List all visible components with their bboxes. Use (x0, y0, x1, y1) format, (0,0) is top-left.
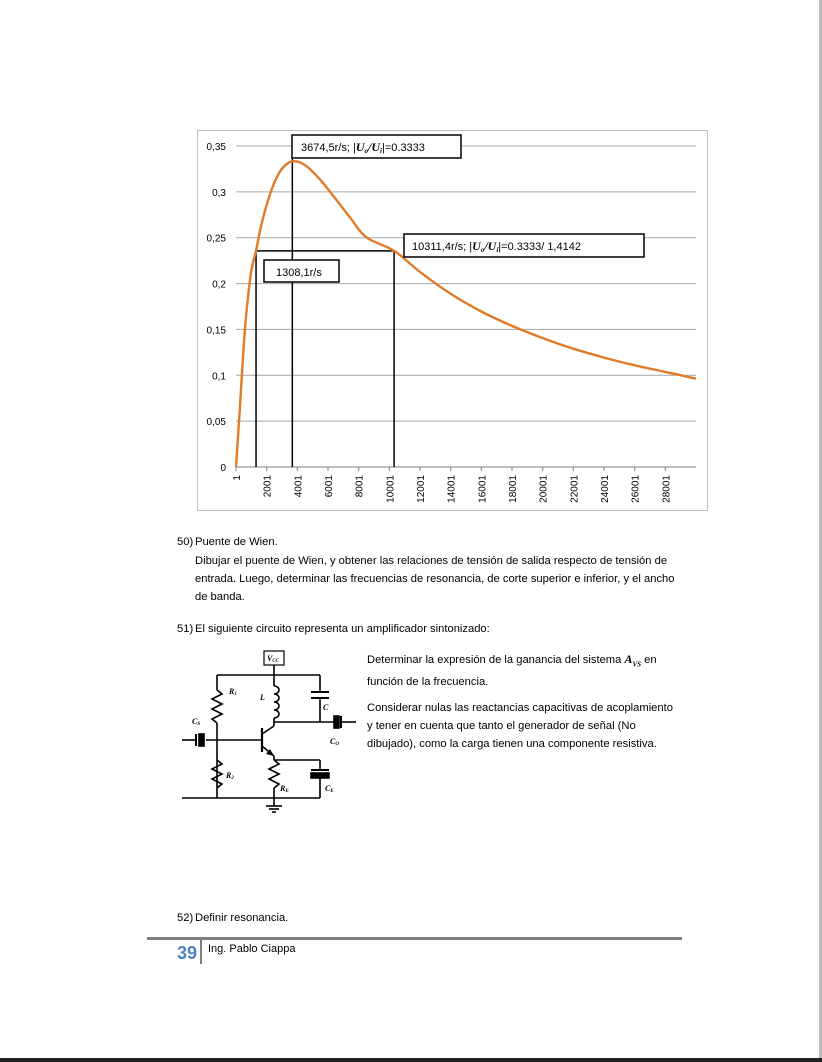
grid-layer (236, 146, 696, 467)
y-tick-label: 0,05 (206, 417, 226, 429)
annotation-upper-suffix: |=0.3333/ 1,4142 (498, 241, 581, 253)
r1-label: R1 (229, 687, 237, 697)
chart-canvas (198, 131, 709, 512)
re-label: RE (280, 784, 289, 794)
svg-text:10311,4r/s; |Uo/Ui|=0.3333/ 1: 10311,4r/s; |Uo/Ui|=0.3333/ 1,4142 (412, 239, 581, 254)
x-tick-label: 16001 (477, 475, 489, 503)
x-tick-label: 8001 (354, 475, 366, 498)
exercise-title: Definir resonancia. (195, 912, 289, 924)
x-tick-label: 4001 (293, 475, 305, 498)
l-label: L (260, 693, 265, 702)
inductor (274, 686, 279, 718)
annotation-peak-prefix: 3674,5r/s; | (301, 142, 356, 154)
y-tick-label: 0,1 (212, 371, 226, 383)
footer-rule (147, 937, 682, 940)
exercise-title: Puente de Wien. (195, 536, 278, 548)
y-tick-label: 0,3 (212, 187, 226, 199)
co-label: CO (330, 737, 339, 747)
y-axis-ticks (207, 142, 227, 474)
exercise-number: 51) (177, 623, 194, 635)
frequency-response-chart (197, 130, 708, 511)
x-tick-label: 26001 (630, 475, 642, 503)
x-tick-label: 2001 (262, 475, 274, 498)
annotation-peak (292, 135, 461, 158)
x-tick-label: 24001 (600, 475, 612, 503)
annotation-upper (404, 234, 644, 257)
exercise-51-text (367, 650, 679, 761)
exercise-number: 52) (177, 912, 194, 924)
ce-label: CE (325, 784, 334, 794)
y-tick-label: 0,35 (206, 142, 226, 153)
exercise-title: El siguiente circuito representa un amplificador sintonizado: (195, 623, 490, 635)
x-tick-label: 18001 (508, 475, 520, 503)
annotation-upper-prefix: 10311,4r/s; | (412, 241, 473, 253)
x-tick-label: 22001 (569, 475, 581, 503)
x-tick-label: 14001 (446, 475, 458, 503)
c-label: C (323, 703, 329, 712)
x-tick-label: 6001 (324, 475, 336, 498)
r2-label: R2 (226, 771, 234, 781)
svg-text:3674,5r/s; |Uo/Ui|=0.3333: 3674,5r/s; |Uo/Ui|=0.3333 (301, 140, 425, 155)
footer-author: Ing. Pablo Ciappa (208, 943, 296, 955)
x-axis-ticks (232, 467, 672, 503)
page-bottom-edge (0, 1058, 822, 1062)
co-capacitor (334, 716, 339, 728)
tuned-amplifier-circuit (180, 648, 360, 820)
exercise-number: 50) (177, 536, 194, 548)
y-tick-label: 0,25 (206, 233, 226, 245)
r1-resistor (212, 690, 222, 723)
re-resistor (269, 760, 279, 788)
page-number: 39 (177, 943, 198, 963)
x-tick-label: 28001 (661, 475, 673, 503)
exercise-body: Dibujar el puente de Wien, y obtener las relaciones de tensión de salida respecto de tensión de entrada. Luego, determinar las frecuencias de resonancia, de corte superior e inferior, y el ancho de banda. (195, 555, 675, 603)
y-tick-label: 0 (220, 463, 226, 474)
footer-separator (200, 940, 202, 964)
y-tick-label: 0,15 (206, 325, 226, 337)
x-tick-label: 12001 (416, 475, 428, 503)
vcc-label: VCC (267, 654, 280, 664)
exercise-51-paragraph-1: Determinar la expresión de la ganancia del sistema $A_{VS}$ en función de la frecuencia. (367, 652, 657, 689)
annotation-lower (264, 260, 339, 282)
x-tick-label: 20001 (538, 475, 550, 503)
ce-capacitor (311, 773, 329, 778)
annotation-peak-suffix: |=0.3333 (381, 142, 425, 154)
x-tick-label: 10001 (385, 475, 397, 503)
annotation-lower-text: 1308,1r/s (276, 267, 322, 279)
x-tick-label: 1 (232, 475, 243, 481)
cs-label: CS (192, 717, 201, 727)
exercise-51-paragraph-2: Considerar nulas las reactancias capacitivas de acoplamiento y tener en cuenta que tanto el generador de señal (No dibujado), como la carga tienen una componente resistiva. (367, 702, 673, 751)
y-tick-label: 0,2 (212, 279, 226, 291)
cs-capacitor (199, 734, 204, 746)
